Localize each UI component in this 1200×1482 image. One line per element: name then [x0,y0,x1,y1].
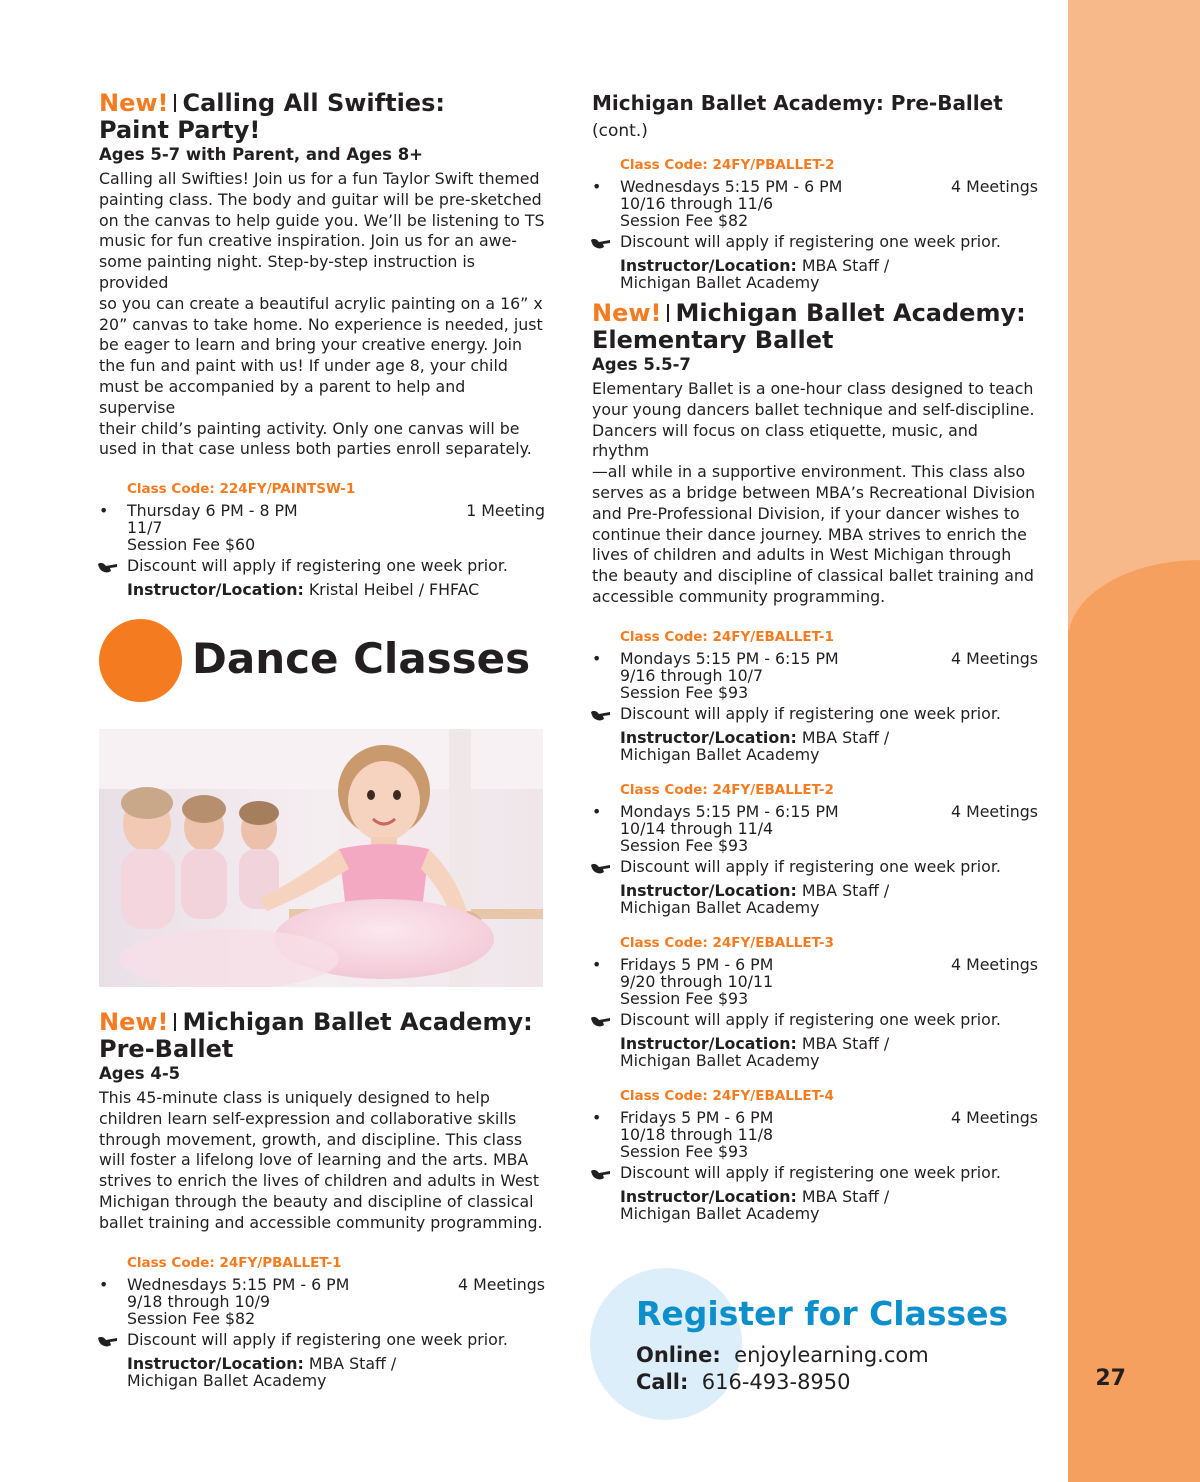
desc-line: so you can create a beautiful acrylic painting on a 16” x [99,293,543,313]
desc-line: their child’s painting activity. Only one canvas will be [99,418,520,438]
instructor-location [127,1355,545,1389]
dates: 11/7 [127,518,163,538]
new-label: New! [99,89,169,117]
swifties-title-line1: Calling All Swifties: [182,89,445,117]
day-time: Thursday 6 PM - 8 PM [127,501,298,521]
class-code: Class Code: 24FY/PBALLET-2 [620,157,835,173]
discount-text: Discount will apply if registering one week prior. [620,232,1001,251]
preballet-title-line2: Pre-Ballet [99,1035,234,1063]
desc-line: music for fun creative inspiration. Join us for an awe- [99,231,517,251]
meetings: 4 Meetings [951,954,1038,974]
desc-line: used in that case unless both parties enroll separately. [99,439,532,459]
pointing-hand-icon [590,861,612,875]
swifties-section [99,90,545,598]
day-time: Mondays 5:15 PM - 6:15 PM [620,801,839,821]
desc-line: Elementary Ballet is a one-hour class designed to teach [592,379,1034,398]
swifties-title [99,90,545,144]
pointing-hand-icon [590,708,612,722]
discount-text: Discount will apply if registering one week prior. [620,856,1001,876]
schedule [592,801,1038,855]
preballet-cont-title [592,90,1038,144]
meetings: 4 Meetings [951,1107,1038,1127]
register-call [636,1369,851,1395]
elementary-description [592,379,1038,608]
meetings: 4 Meetings [951,177,1038,196]
fee: Session Fee $82 [127,1308,256,1328]
register-online [636,1342,929,1368]
instructor-label: Instructor/Location: [620,880,797,900]
desc-line: continue their dance journey. MBA strives to enrich the [592,524,1027,544]
instructor-value: MBA Staff / [801,256,890,275]
instructor-value-line2: Michigan Ballet Academy [620,897,820,917]
preballet-ages: Ages 4-5 [99,1064,181,1083]
discount-note [127,556,545,576]
desc-line: will foster a lifelong love of learning and the arts. MBA [99,1150,529,1170]
elementary-title [592,300,1038,354]
dates: 10/16 through 11/6 [620,194,774,213]
swifties-title-line2: Paint Party! [99,116,261,144]
instructor-value: MBA Staff / [801,727,890,747]
desc-line: through movement, growth, and discipline. This class [99,1129,523,1149]
desc-line: the fun and paint with us! If under age 8, your child [99,356,508,376]
cont-title-text: Michigan Ballet Academy: Pre-Ballet [592,91,1003,115]
meetings: 4 Meetings [951,648,1038,668]
phone-number[interactable]: 616-493-8950 [701,1370,851,1394]
discount-text: Discount will apply if registering one week prior. [620,1162,1001,1182]
fee: Session Fee $93 [620,682,749,702]
title-separator [667,304,669,322]
instructor-value: MBA Staff / [801,1186,890,1206]
dates: 10/14 through 11/4 [620,818,774,838]
swifties-description [99,169,545,460]
instructor-value-line2: Michigan Ballet Academy [620,744,820,764]
fee: Session Fee $93 [620,1141,749,1161]
desc-line: on the canvas to help guide you. We’ll be listening to TS [99,210,545,230]
session-eballet-2 [592,781,1038,917]
session-pballet-2 [592,156,1038,292]
dates: 9/18 through 10/9 [127,1291,271,1311]
schedule [592,1107,1038,1161]
class-code: Class Code: 24FY/EBALLET-4 [620,1087,834,1104]
desc-line: lives of children and adults in West Michigan through [592,545,1012,565]
instructor-location [620,257,1038,291]
fee: Session Fee $93 [620,988,749,1008]
preballet-cont-section [592,90,1038,291]
instructor-value-line2: Michigan Ballet Academy [620,273,820,292]
dance-heading-circle [99,619,182,702]
dates: 10/18 through 11/8 [620,1124,774,1144]
dance-classes-heading: Dance Classes [192,634,531,683]
desc-line: strives to enrich the lives of children and adults in West [99,1171,540,1191]
elementary-title-line2: Elementary Ballet [592,326,834,354]
session-swift [99,480,545,600]
class-code: Class Code: 224FY/PAINTSW-1 [127,481,356,498]
desc-line: Dancers will focus on class etiquette, music, and rhythm [592,420,978,461]
preballet-title-line1: Michigan Ballet Academy: [182,1008,533,1036]
pointing-hand-icon [97,560,119,574]
instructor-value-line2: Michigan Ballet Academy [127,1370,327,1390]
pointing-hand-icon [590,1167,612,1181]
meetings: 4 Meetings [951,801,1038,821]
desc-line: —all while in a supportive environment. This class also [592,462,1026,482]
desc-line: your young dancers ballet technique and self-discipline. [592,399,1035,419]
day-time: Fridays 5 PM - 6 PM [620,1107,774,1127]
schedule [99,1274,545,1328]
instructor-location [620,882,1038,916]
bullet-icon: • [99,1274,109,1294]
preballet-section [99,1009,545,1389]
discount-note [620,857,1038,877]
register-title: Register for Classes [636,1294,1009,1333]
desc-line: 20” canvas to take home. No experience is needed, just [99,314,543,334]
desc-line: and Pre-Professional Division, if your dancer wishes to [592,503,1020,523]
side-band [1068,0,1200,1482]
instructor-value: MBA Staff / [308,1353,397,1373]
desc-line: This 45-minute class is uniquely designed to help [99,1088,490,1107]
discount-text: Discount will apply if registering one week prior. [620,1009,1001,1029]
discount-note [620,704,1038,724]
call-label: Call: [636,1370,689,1394]
elementary-section [592,300,1038,1222]
schedule [99,501,545,555]
instructor-value: Kristal Heibel / FHFAC [308,580,480,600]
desc-line: painting class. The body and guitar will be pre-sketched [99,189,542,209]
desc-line: Michigan through the beauty and discipline of classical [99,1191,534,1211]
instructor-label: Instructor/Location: [620,1033,797,1053]
fee: Session Fee $93 [620,835,749,855]
pointing-hand-icon [97,1334,119,1348]
discount-text: Discount will apply if registering one week prior. [620,703,1001,723]
discount-text: Discount will apply if registering one week prior. [127,556,508,576]
instructor-label: Instructor/Location: [127,1353,304,1373]
title-separator [174,94,176,112]
meetings: 4 Meetings [458,1274,545,1294]
bullet-icon: • [592,177,602,196]
desc-line: be eager to learn and bring your creative energy. Join [99,335,523,355]
instructor-location [620,729,1038,763]
online-label: Online: [636,1343,721,1367]
bullet-icon: • [592,801,602,821]
class-code: Class Code: 24FY/EBALLET-1 [620,628,834,645]
class-code: Class Code: 24FY/EBALLET-2 [620,781,834,798]
ballet-children-photo [99,729,543,987]
swifties-ages: Ages 5-7 with Parent, and Ages 8+ [99,145,424,164]
day-time: Wednesdays 5:15 PM - 6 PM [620,177,843,196]
discount-note [620,1010,1038,1030]
dates: 9/20 through 10/11 [620,971,774,991]
elementary-title-line1: Michigan Ballet Academy: [675,299,1026,327]
desc-line: must be accompanied by a parent to help and supervise [99,376,466,417]
side-band-light [1068,0,1200,630]
discount-text: Discount will apply if registering one week prior. [127,1329,508,1349]
desc-line: children learn self-expression and collaborative skills [99,1108,517,1128]
instructor-location [620,1035,1038,1069]
pointing-hand-icon [590,1014,612,1028]
session-eballet-3 [592,934,1038,1070]
new-label: New! [99,1008,169,1036]
desc-line: the beauty and discipline of classical ballet training and [592,566,1034,586]
day-time: Wednesdays 5:15 PM - 6 PM [127,1274,350,1294]
page-number: 27 [1095,1366,1126,1391]
instructor-value: MBA Staff / [801,1033,890,1053]
online-link[interactable]: enjoylearning.com [734,1343,929,1367]
discount-note [620,1163,1038,1183]
schedule [592,954,1038,1008]
bullet-icon: • [592,1107,602,1127]
day-time: Mondays 5:15 PM - 6:15 PM [620,648,839,668]
session-eballet-4 [592,1087,1038,1223]
side-band-dark [1068,630,1200,1482]
instructor-value-line2: Michigan Ballet Academy [620,1203,820,1223]
fee: Session Fee $60 [127,535,256,555]
desc-line: accessible community programming. [592,586,886,606]
bullet-icon: • [592,648,602,668]
elementary-ages: Ages 5.5-7 [592,355,691,374]
instructor-location [127,581,545,598]
preballet-description [99,1088,545,1234]
preballet-title [99,1009,545,1063]
schedule [592,648,1038,702]
class-code: Class Code: 24FY/PBALLET-1 [127,1254,342,1271]
bullet-icon: • [99,501,109,521]
title-separator [174,1013,176,1031]
instructor-value: MBA Staff / [801,880,890,900]
fee: Session Fee $82 [620,211,749,230]
dates: 9/16 through 10/7 [620,665,764,685]
instructor-location [620,1188,1038,1222]
instructor-label: Instructor/Location: [620,256,797,275]
instructor-label: Instructor/Location: [127,580,304,600]
bullet-icon: • [592,954,602,974]
new-label: New! [592,299,662,327]
class-code: Class Code: 24FY/EBALLET-3 [620,934,834,951]
desc-line: Calling all Swifties! Join us for a fun Taylor Swift themed [99,169,540,188]
desc-line: serves as a bridge between MBA’s Recreational Division [592,482,1036,502]
instructor-label: Instructor/Location: [620,1186,797,1206]
discount-note [620,232,1038,252]
desc-line: ballet training and accessible community programming. [99,1212,543,1232]
pointing-hand-icon [590,236,612,250]
day-time: Fridays 5 PM - 6 PM [620,954,774,974]
instructor-label: Instructor/Location: [620,727,797,747]
desc-line: some painting night. Step-by-step instruction is provided [99,252,476,292]
session-pballet-1 [99,1254,545,1390]
cont-suffix: (cont.) [592,121,648,141]
meetings: 1 Meeting [466,501,545,521]
discount-note [127,1330,545,1350]
instructor-value-line2: Michigan Ballet Academy [620,1050,820,1070]
session-eballet-1 [592,628,1038,764]
schedule [592,177,1038,230]
